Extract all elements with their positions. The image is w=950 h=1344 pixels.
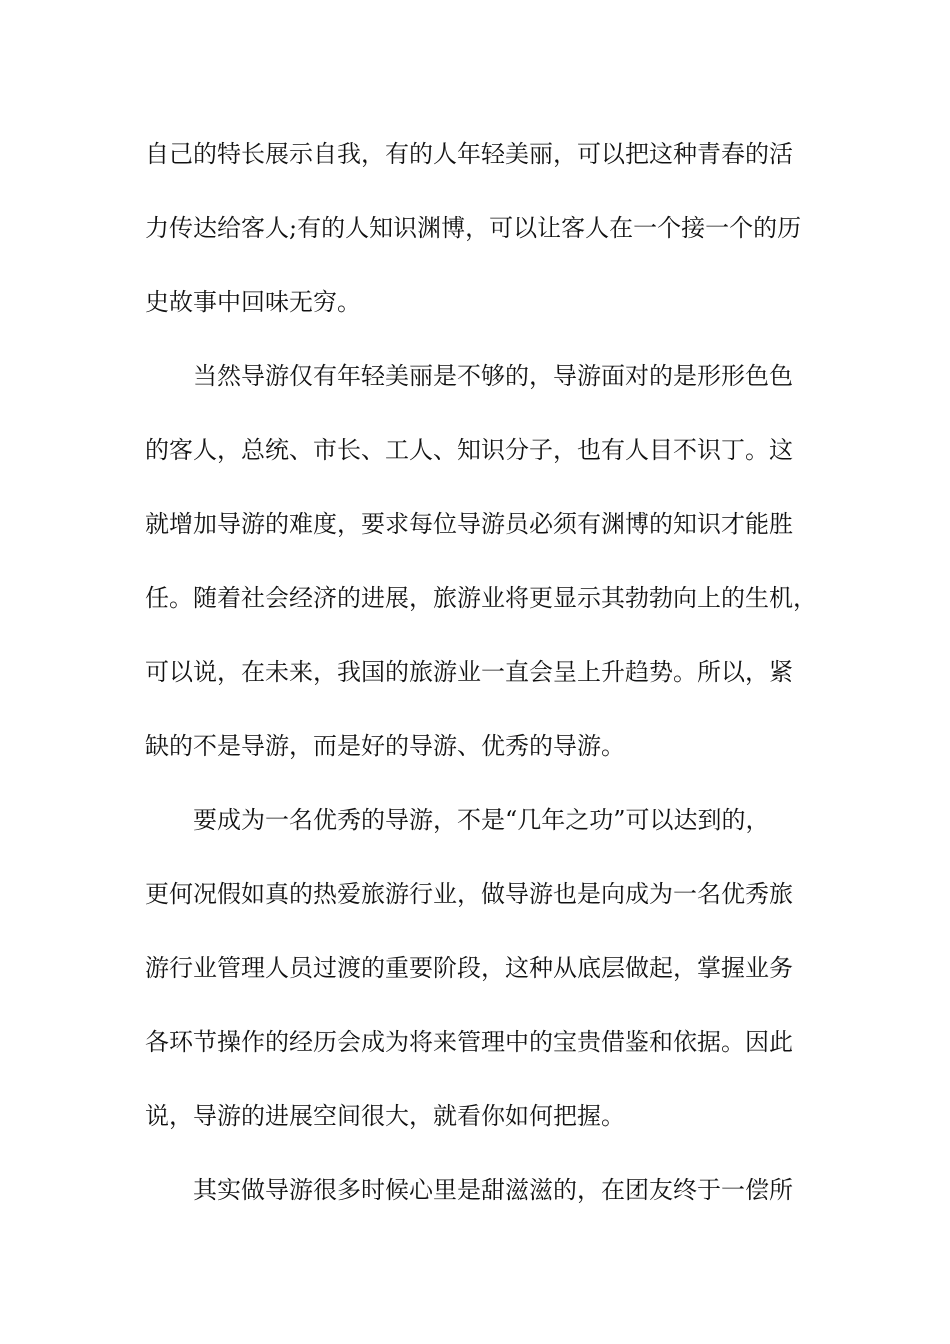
text-line: 任。随着社会经济的进展，旅游业将更显示其勃勃向上的生机，: [145, 584, 817, 612]
text-line: 力传达给客人;有的人知识渊博，可以让客人在一个接一个的历: [145, 214, 802, 242]
text-line: 可以说，在未来，我国的旅游业一直会呈上升趋势。所以，紧: [145, 658, 793, 686]
text-line: 自己的特长展示自我，有的人年轻美丽，可以把这种青春的活: [145, 140, 793, 168]
text-line-paragraph-start: 其实做导游很多时候心里是甜滋滋的，在团友终于一偿所: [193, 1176, 793, 1204]
text-line: 缺的不是导游，而是好的导游、优秀的导游。: [145, 732, 625, 760]
text-line: 史故事中回味无穷。: [145, 288, 361, 316]
text-line-paragraph-start: 要成为一名优秀的导游，不是“几年之功”可以达到的，: [193, 806, 770, 834]
text-line: 各环节操作的经历会成为将来管理中的宝贵借鉴和依据。因此: [145, 1028, 793, 1056]
text-line-paragraph-start: 当然导游仅有年轻美丽是不够的，导游面对的是形形色色: [193, 362, 793, 390]
text-line: 更何况假如真的热爱旅游行业，做导游也是向成为一名优秀旅: [145, 880, 793, 908]
text-line: 说，导游的进展空间很大，就看你如何把握。: [145, 1102, 625, 1130]
text-line: 的客人，总统、市长、工人、知识分子，也有人目不识丁。这: [145, 436, 793, 464]
text-line: 游行业管理人员过渡的重要阶段，这种从底层做起，掌握业务: [145, 954, 793, 982]
text-line: 就增加导游的难度，要求每位导游员必须有渊博的知识才能胜: [145, 510, 793, 538]
